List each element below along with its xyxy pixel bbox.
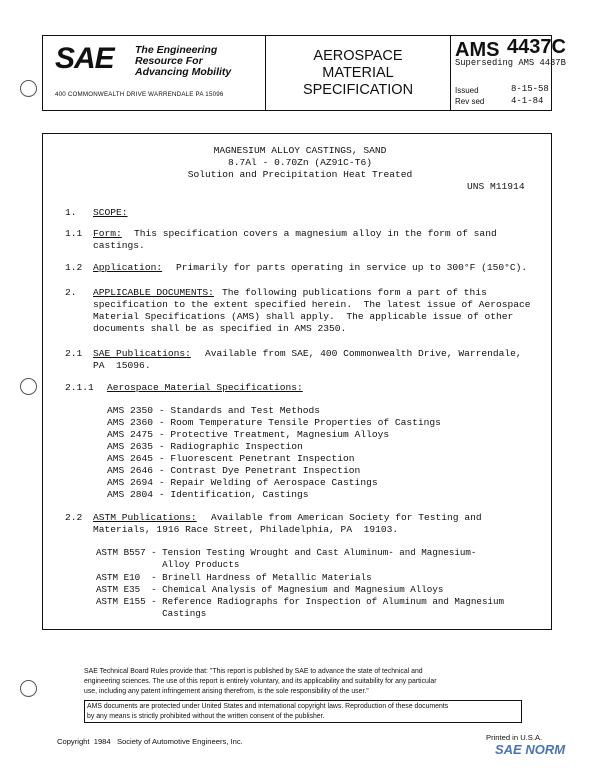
sae-logo-cell <box>43 36 266 110</box>
section-text: The following publications form a part of this <box>222 287 487 298</box>
section-number: 2.1 <box>65 348 83 359</box>
ams-number: 4437C <box>507 36 566 58</box>
binder-hole-middle <box>20 378 37 395</box>
ams-label: AMS <box>455 39 500 61</box>
revised-date: 4-1-84 <box>511 96 544 106</box>
section-number: 2.1.1 <box>65 382 94 393</box>
sae-logo: SAE <box>55 42 114 75</box>
revised-label: Rev sed <box>455 97 485 106</box>
sae-address: 400 COMMONWEALTH DRIVE WARRENDALE PA 15096 <box>55 91 224 98</box>
sae-tagline: The Engineering Resource For Advancing Mobility <box>135 44 232 78</box>
title-line-3: Solution and Precipitation Heat Treated <box>187 169 413 180</box>
section-heading: ASTM Publications: <box>93 512 197 523</box>
ams-ref: AMS 2804 - Identification, Castings <box>107 489 309 500</box>
section-text: PA 15096. <box>93 360 151 371</box>
section-text: Material Specifications (AMS) shall apply. The applicable issue of other <box>93 311 514 322</box>
section-text: documents shall be as specified in AMS 2350. <box>93 323 347 334</box>
section-heading: Application: <box>93 262 163 273</box>
superseding: Superseding AMS 4437B <box>455 58 566 68</box>
binder-hole-top <box>20 80 37 97</box>
section-text: This specification covers a magnesium alloy in the form of sand <box>134 228 497 239</box>
ams-ref: AMS 2475 - Protective Treatment, Magnesium Alloys <box>107 429 390 440</box>
printed-in: Printed in U.S.A. <box>486 733 543 742</box>
section-heading: Aerospace Material Specifications: <box>107 382 303 393</box>
section-text: Materials, 1916 Race Street, Philadelphia, PA 19103. <box>93 524 399 535</box>
ams-number-cell <box>451 36 566 110</box>
section-text: Available from SAE, 400 Commonwealth Drive, Warrendale, <box>205 348 522 359</box>
section-text: Available from American Society for Testing and <box>211 512 482 523</box>
ams-ref: AMS 2646 - Contrast Dye Penetrant Inspection <box>107 465 361 476</box>
astm-ref: ASTM B557 - Tension Testing Wrought and Cast Aluminum- and Magnesium- <box>96 547 477 558</box>
copyright-notice: AMS documents are protected under United States and international copyright laws. Reproduction of these documents by any means is strictly prohibited without the written consent of the publisher. <box>84 700 522 723</box>
title-line-2: 8.7Al - 0.70Zn (AZ91C-T6) <box>228 157 372 168</box>
section-number: 1. <box>65 207 77 218</box>
board-rules: SAE Technical Board Rules provide that: "This report is published by SAE to advance the state of technical and engineering sciences. The use of this report is entirely voluntary, and its applicability and suitability for any particular use, including any patent infringement arising therefrom, is the sole responsibility of the user." <box>84 668 437 695</box>
astm-ref: ASTM E35 - Chemical Analysis of Magnesium and Magnesium Alloys <box>96 584 444 595</box>
ams-ref: AMS 2350 - Standards and Test Methods <box>107 405 321 416</box>
astm-ref: Alloy Products <box>96 559 240 570</box>
ams-ref: AMS 2635 - Radiographic Inspection <box>107 441 303 452</box>
section-heading: SAE Publications: <box>93 348 191 359</box>
astm-ref: ASTM E155 - Reference Radiographs for Inspection of Aluminum and Magnesium <box>96 596 504 607</box>
ams-ref: AMS 2645 - Fluorescent Penetrant Inspection <box>107 453 355 464</box>
section-heading: Form: <box>93 228 122 239</box>
doc-type-cell <box>266 36 451 110</box>
astm-ref: ASTM E10 - Brinell Hardness of Metallic Materials <box>96 572 372 583</box>
ams-ref: AMS 2694 - Repair Welding of Aerospace Castings <box>107 477 378 488</box>
section-number: 1.2 <box>65 262 83 273</box>
spec-header <box>42 35 566 111</box>
doc-type-title: AEROSPACE MATERIAL SPECIFICATION <box>302 48 414 98</box>
uns-number: UNS M11914 <box>467 181 525 192</box>
section-heading: APPLICABLE DOCUMENTS: <box>93 287 214 298</box>
section-text: Primarily for parts operating in service up to 300°F (150°C). <box>176 262 528 273</box>
section-number: 2.2 <box>65 512 83 523</box>
section-number: 1.1 <box>65 228 83 239</box>
issued-date: 8-15-58 <box>511 84 549 94</box>
astm-ref: Castings <box>96 608 207 619</box>
section-text: castings. <box>93 240 145 251</box>
title-line-1: MAGNESIUM ALLOY CASTINGS, SAND <box>213 145 387 156</box>
copyright: Copyright 1984 Society of Automotive Engineers, Inc. <box>57 737 243 746</box>
issued-label: Issued <box>455 86 479 95</box>
sae-norm-watermark: SAE NORM <box>495 742 566 757</box>
ams-ref: AMS 2360 - Room Temperature Tensile Properties of Castings <box>107 417 441 428</box>
binder-hole-bottom <box>20 680 37 697</box>
section-text: specification to the extent specified herein. The latest issue of Aerospace <box>93 299 531 310</box>
section-number: 2. <box>65 287 77 298</box>
section-heading: SCOPE: <box>93 207 128 218</box>
